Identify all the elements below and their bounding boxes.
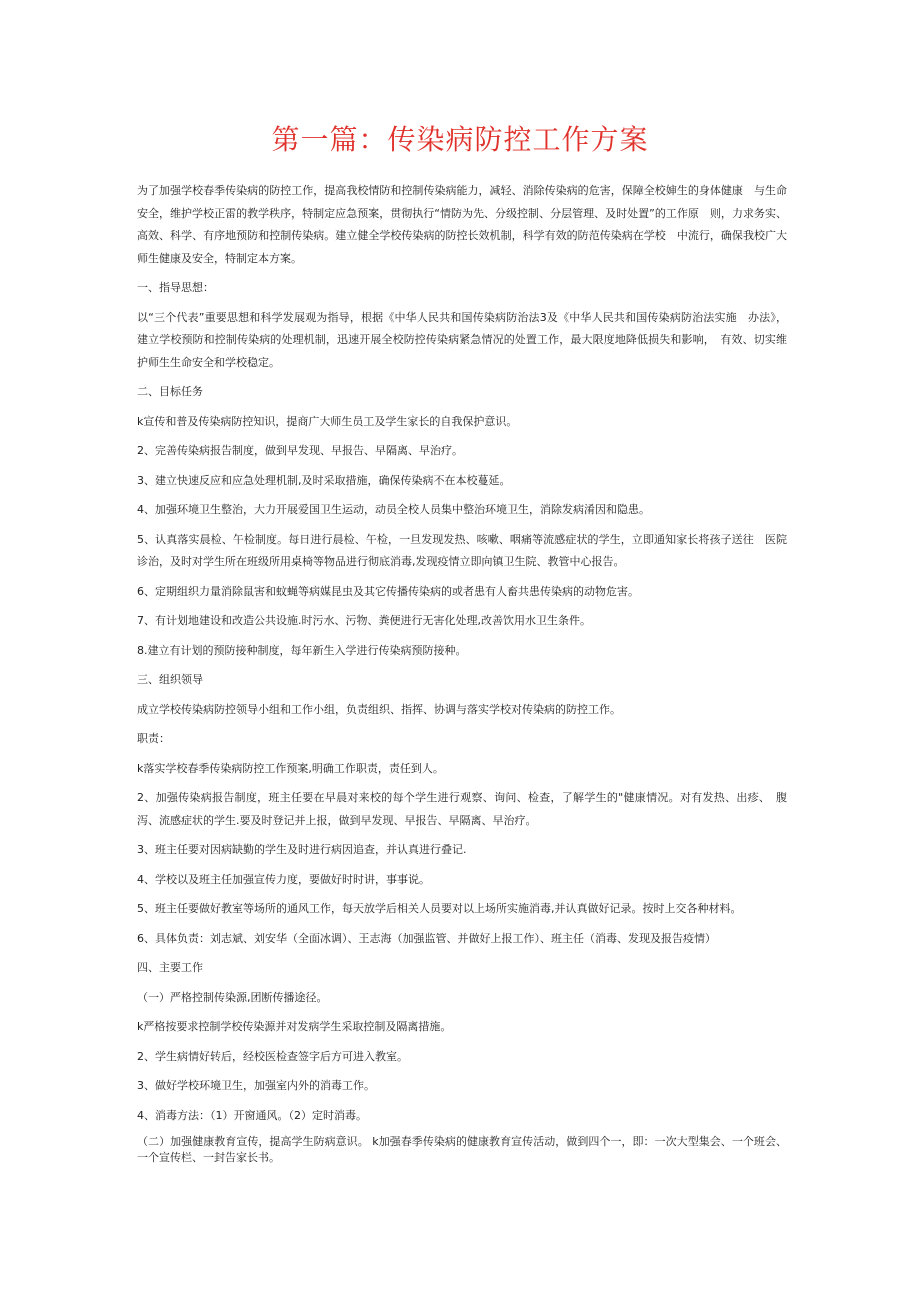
list-item: 4、学校以及班主任加强宣传力度，要做好时时讲，事事说。 xyxy=(137,872,430,886)
list-item: 2、完善传染病报告制度，做到早发现、早报告、早隔离、早治疗。 xyxy=(137,444,463,457)
list-item: 6、具体负责：刘志斌、刘安华（全面冰调）、王志海（加强监管、并做好上报工作）、班主任（消毒、发现及报告疫情） xyxy=(137,931,716,945)
subheading-duties: 职责： xyxy=(137,732,170,745)
list-item: 3、建立快速反应和应急处理机制,及时采取措施，确保传染病不在本校蔓延。 xyxy=(137,473,511,487)
document-title: 第一篇：传染病防控工作方案 xyxy=(271,123,649,156)
list-item: 8.建立有计划的预防接种制度，每年新生入学进行传染病预防接种。 xyxy=(137,643,467,657)
document-body xyxy=(137,180,787,1173)
section-heading-goals: 二、目标任务 xyxy=(137,385,203,398)
list-item: 4、加强环境卫生整治，大力开展爱国卫生运动，动员全校人员集中整治环境卫生，消除发病淆因和隐患。 xyxy=(137,503,650,516)
list-item: k落实学校春季传染病防控工作预案,明确工作职责，责任到人。 xyxy=(137,761,444,775)
section-heading-organization: 三、组织领导 xyxy=(137,673,203,686)
list-item: 2、学生病情好转后，经校医检查签字后方可进入教室。 xyxy=(137,1049,408,1063)
list-item: 5、班主任要做好教室等场所的通风工作，每天放学后相关人员要对以上场所实施消毒,并认真做好记录。按时上交各种材料。 xyxy=(137,902,742,915)
subheading-health-education: （二）加强健康教育宣传，提高学生防病意识。 k加强春季传染病的健康教育宣传活动，做到四个一，即：一次大型集会、一个班会、一个宣传栏、一封告家长书。 xyxy=(137,1135,787,1164)
list-item: 2、加强传染病报告制度，班主任要在早晨对来校的每个学生进行观察、询问、检查，了解学生的"健康情况。对有发热、出疹、 腹泻、流感症状的学生.要及时登记并上报，做到早发现、早报告、早隔离、早治疗。 xyxy=(137,791,787,827)
body-paragraph: 以“三个代表”重要思想和科学发展观为指导，根据《中华人民共和国传染病防治法3及《中华人民共和国传染病防治法实施 办法》，建立学校预防和控制传染病的处理机制，迅速开展全校防控传染病紧急情况的处置工作，最大限度地降低损失和影响， 有效、切实维护师生生命安全和学校稳定。 xyxy=(137,310,787,369)
subheading-control-source: （一）严格控制传染源,团断传播途径。 xyxy=(137,990,328,1004)
body-paragraph: 成立学校传染病防控领导小组和工作小组，负责组织、指挥、协调与落实学校对传染病的防控工作。 xyxy=(137,702,621,716)
list-item: k严格按要求控制学校传染源并对发病学生采取控制及隔离措施。 xyxy=(137,1020,452,1033)
list-item: 3、班主任要对因病缺勤的学生及时进行病因追查，并认真进行叠记. xyxy=(137,843,467,856)
list-item: 7、有计划地建设和改造公共设施.时污水、污物、粪便进行无害化处理,改善饮用水卫生条件。 xyxy=(137,614,591,627)
list-item: 3、做好学校环境卫生，加强室内外的消毒工作。 xyxy=(137,1079,375,1092)
section-heading-main-work: 四、主要工作 xyxy=(137,961,203,974)
list-item: 6、定期组织力量消除鼠害和蚊蝇等病媒昆虫及其它传播传染病的或者患有人畜共患传染病的动物危害。 xyxy=(137,584,639,598)
list-item: 4、消毒方法：（1）开窗通风。（2）定时消毒。 xyxy=(137,1108,367,1122)
section-heading-guiding-ideology: 一、指导思想： xyxy=(137,281,214,294)
list-item: 5、认真落实晨检、午检制度。每日进行晨检、午检，一旦发现发热、咳嗽、咽痛等流感症状的学生，立即通知家长将孩子送往 医院诊治，及时对学生所在班级所用桌椅等物品进行彻底消毒,发现疫情立即向镇卫生院、教管中心报告。 xyxy=(137,532,787,568)
list-item: k宣传和普及传染病防控知识，提商广大师生员工及学生家长的自我保护意识。 xyxy=(137,414,518,428)
intro-paragraph: 为了加强学校春季传染病的防控工作，提高我校情防和控制传染病能力，减轻、消除传染病的危害，保障全校婶生的身体健康 与生命安全，维护学校正雷的教学秩序，特制定应急预案，贯彻执行“情防为先、分级控制、分层管理、及时处置”的工作原 则，力求务实、高效、科学、有序地预防和控制传染病。建立健全学校传染病的防控长效机制，科学有效的防范传染病在学校 中流行，确保我校广大师生健康及安全，特制定本方案。 xyxy=(137,184,787,265)
